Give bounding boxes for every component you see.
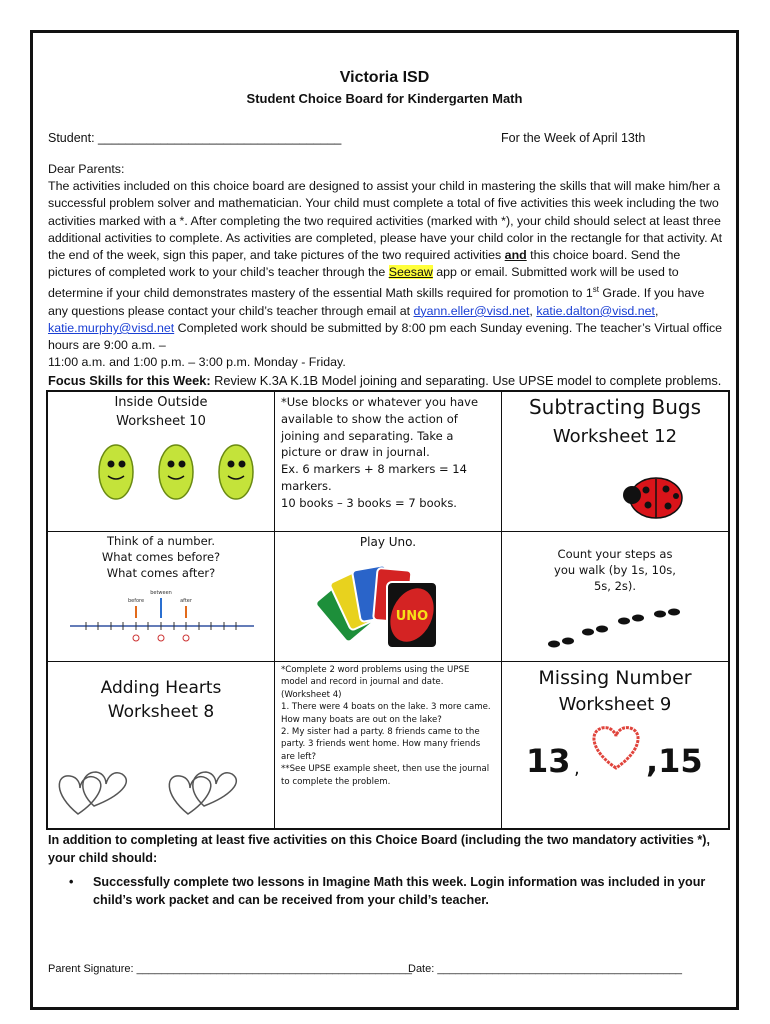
activity-adding-hearts[interactable] xyxy=(48,662,275,828)
footprints-icon xyxy=(542,606,692,656)
focus-text: Review K.3A K.1B Model joining and separating. Use UPSE model to complete problems. xyxy=(210,373,722,388)
activity-word-problems-required[interactable] xyxy=(275,662,502,828)
letter-and: and xyxy=(504,248,527,263)
bean-icon xyxy=(159,445,193,499)
word-problems-intro: *Complete 2 word problems using the UPSE model and record in journal and date. (Worksheet 4) xyxy=(281,665,470,700)
bean-icon xyxy=(219,445,253,499)
activity-missing-number[interactable] xyxy=(502,662,728,828)
blocks-example-2: 10 books – 3 books = 7 books. xyxy=(281,495,457,510)
number-line-between: between xyxy=(150,590,172,596)
letter-ordinal: st xyxy=(592,285,599,295)
number-line-before: before xyxy=(127,598,145,604)
letter-body xyxy=(48,178,724,354)
word-problem-1: 1. There were 4 boats on the lake. 3 more came. How many boats are out on the lake? xyxy=(281,702,491,725)
blocks-example-1: Ex. 6 markers + 8 markers = 14 markers. xyxy=(281,462,467,493)
letter-text-2: this choice board. Send the pictures of completed work to your child’s teacher through the xyxy=(48,248,681,280)
count-steps-line-2: you walk (by 1s, 10s, xyxy=(554,563,676,577)
number-line-after: after xyxy=(180,598,192,604)
blocks-instructions: *Use blocks or whatever you have available to show the action of joining and separating. Take a picture or draw in journal. xyxy=(281,395,479,460)
email-sep-2: , xyxy=(654,303,659,318)
adding-hearts-title: Adding Hearts xyxy=(100,678,222,698)
missing-number-start: 13 xyxy=(526,742,571,780)
bullet-icon: • xyxy=(69,875,74,889)
email-sep-1: , xyxy=(529,303,537,318)
subtracting-bugs-title: Subtracting Bugs xyxy=(528,395,702,419)
choice-board-grid xyxy=(46,390,730,830)
before-after-line-1: Think of a number. xyxy=(106,534,216,548)
count-steps-line-3: 5s, 2s). xyxy=(593,579,637,593)
word-problems-note: **See UPSE example sheet, then use the journal to complete the problem. xyxy=(281,764,490,787)
focus-skills xyxy=(48,373,721,388)
activity-inside-outside[interactable] xyxy=(48,392,275,532)
choice-board-page xyxy=(30,30,739,1010)
uno-cards-icon xyxy=(315,554,465,654)
parent-signature-line[interactable]: Parent Signature: _____________________________________________ xyxy=(48,963,412,975)
play-uno-title: Play Uno. xyxy=(359,535,417,549)
letter-greeting: Dear Parents: xyxy=(48,162,125,176)
activity-before-after[interactable] xyxy=(48,532,275,662)
email-link-dalton[interactable]: katie.dalton@visd.net xyxy=(536,303,655,318)
count-steps-line-1: Count your steps as xyxy=(557,547,673,561)
parent-letter xyxy=(48,161,724,372)
additional-requirements: In addition to completing at least five activities on this Choice Board (including the two mandatory activities *), your child should: xyxy=(48,833,710,865)
date-line[interactable]: Date: ________________________________________ xyxy=(408,963,683,975)
student-name-line[interactable]: Student: ___________________________________ xyxy=(48,131,342,145)
activity-count-steps[interactable] xyxy=(502,532,728,662)
heart-icon xyxy=(586,722,646,772)
week-label: For the Week of April 13th xyxy=(501,131,646,145)
letter-text-4: Grade. If you have any questions please contact your child’s teacher through email at xyxy=(48,286,705,318)
letter-text-3: app or email. Submitted work will be used to determine if your child demonstrates mastery of the essential Math skills required for promotion to 1 xyxy=(48,265,679,301)
before-after-line-3: What comes after? xyxy=(106,566,216,580)
imagine-math-text: Successfully complete two lessons in Imagine Math this week. Login information was included in your child’s work packet and can be received from your child’s teacher. xyxy=(93,875,706,907)
letter-text-1: The activities included on this choice board are designed to assist your child in mastering the skills that will make him/her a successful problem solver and mathematician. Your child must complete a total of five activities this week including the two activities marked with a *. After completing the two required activities (marked with *), your child should select at least three additional activities to complete. As activities are completed, please have your child color in the rectangle for that activity. At the end of the week, sign this paper, and take pictures of the two required activities xyxy=(48,179,723,263)
uno-card-label: UNO xyxy=(395,609,429,624)
missing-number-title: Missing Number xyxy=(538,667,692,689)
number-line-icon xyxy=(48,586,275,656)
before-after-line-2: What comes before? xyxy=(101,550,221,564)
missing-number-worksheet: Worksheet 9 xyxy=(558,694,672,715)
inside-outside-title: Inside Outside xyxy=(114,395,208,410)
email-link-murphy[interactable]: katie.murphy@visd.net xyxy=(48,320,175,335)
ladybug-icon xyxy=(614,472,694,522)
board-subtitle: Student Choice Board for Kindergarten Math xyxy=(246,91,523,106)
inside-outside-worksheet: Worksheet 10 xyxy=(116,414,206,429)
jellybean-icons xyxy=(48,434,275,532)
missing-number-end: ,15 xyxy=(646,742,703,780)
adding-hearts-worksheet: Worksheet 8 xyxy=(107,702,215,722)
missing-number-comma: , xyxy=(574,758,580,779)
hearts-icon xyxy=(48,754,275,824)
letter-text-5: Completed work should be submitted by 8:00 pm each Sunday evening. The teacher’s Virtual office hours are 9:00 a.m. – xyxy=(48,320,723,353)
word-problem-2: 2. My sister had a party. 8 friends came to the party. 3 friends went home. How many friends are left? xyxy=(281,727,481,762)
activity-play-uno[interactable] xyxy=(275,532,502,662)
office-hours: 11:00 a.m. and 1:00 p.m. – 3:00 p.m. Monday - Friday. xyxy=(48,355,346,370)
seesaw-highlight: Seesaw xyxy=(388,265,433,280)
activity-blocks-required[interactable] xyxy=(275,392,502,532)
imagine-math-bullet xyxy=(69,873,709,909)
subtracting-bugs-worksheet: Worksheet 12 xyxy=(552,426,678,447)
focus-label: Focus Skills for this Week: xyxy=(48,373,211,388)
email-link-eller[interactable]: dyann.eller@visd.net xyxy=(413,303,530,318)
bean-icon xyxy=(99,445,133,499)
district-title: Victoria ISD xyxy=(339,69,430,86)
activity-subtracting-bugs[interactable] xyxy=(502,392,728,532)
